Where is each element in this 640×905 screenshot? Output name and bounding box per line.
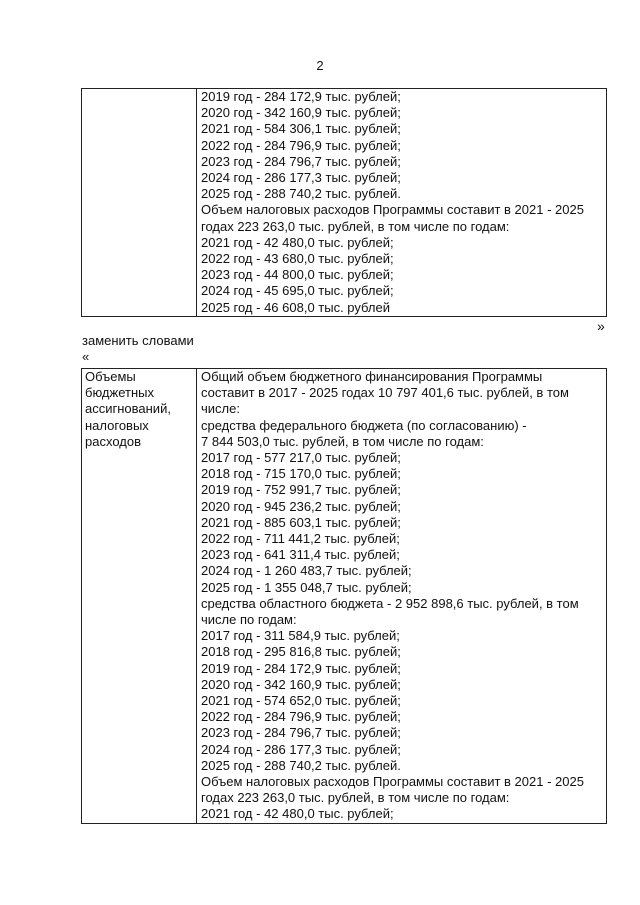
content-cell bbox=[197, 89, 607, 317]
text-line: 2020 год - 342 160,9 тыс. рублей; bbox=[201, 676, 401, 692]
content-cell bbox=[197, 369, 607, 824]
text-line: числе: bbox=[201, 401, 240, 417]
text-line: 2019 год - 284 172,9 тыс. рублей; bbox=[201, 660, 401, 676]
text-line: 2019 год - 752 991,7 тыс. рублей; bbox=[201, 482, 401, 498]
text-line: 2022 год - 43 680,0 тыс. рублей; bbox=[201, 251, 394, 267]
text-line: 2022 год - 711 441,2 тыс. рублей; bbox=[201, 531, 400, 547]
text-line: 2021 год - 584 306,1 тыс. рублей; bbox=[201, 121, 401, 137]
text-line: 2025 год - 1 355 048,7 тыс. рублей; bbox=[201, 579, 412, 595]
text-line: 2024 год - 45 695,0 тыс. рублей; bbox=[201, 283, 394, 299]
text-line: 2023 год - 44 800,0 тыс. рублей; bbox=[201, 267, 394, 283]
text-line: 2018 год - 715 170,0 тыс. рублей; bbox=[201, 466, 401, 482]
text-line: 7 844 503,0 тыс. рублей, в том числе по годам: bbox=[201, 433, 484, 449]
text-line: Общий объем бюджетного финансирования Программы bbox=[201, 369, 543, 384]
funding-table-old bbox=[81, 88, 607, 317]
opening-quote: « bbox=[82, 349, 90, 364]
text-line: 2017 год - 311 584,9 тыс. рублей; bbox=[201, 628, 400, 644]
text-line: 2020 год - 945 236,2 тыс. рублей; bbox=[201, 498, 401, 514]
text-line: числе по годам: bbox=[201, 612, 297, 628]
text-line: 2024 год - 286 177,3 тыс. рублей; bbox=[201, 170, 401, 186]
label-line: налоговых bbox=[85, 417, 149, 433]
text-line: годах 223 263,0 тыс. рублей, в том числе по годам: bbox=[201, 790, 510, 806]
text-line: Объем налоговых расходов Программы составит в 2021 - 2025 bbox=[201, 202, 584, 218]
text-line: годах 223 263,0 тыс. рублей, в том числе по годам: bbox=[201, 218, 510, 234]
text-line: 2021 год - 42 480,0 тыс. рублей; bbox=[201, 806, 394, 822]
text-line: 2025 год - 288 740,2 тыс. рублей. bbox=[201, 186, 401, 202]
funding-table-new bbox=[81, 368, 607, 824]
text-line: 2022 год - 284 796,9 тыс. рублей; bbox=[201, 709, 401, 725]
closing-quote: » bbox=[597, 318, 605, 334]
text-line: 2022 год - 284 796,9 тыс. рублей; bbox=[201, 137, 401, 153]
table-row bbox=[82, 89, 607, 317]
text-line: 2023 год - 284 796,7 тыс. рублей; bbox=[201, 153, 401, 169]
page-number: 2 bbox=[316, 58, 324, 73]
replace-instruction: заменить словами bbox=[82, 333, 194, 348]
text-line: 2023 год - 641 311,4 тыс. рублей; bbox=[201, 547, 400, 563]
text-line: 2021 год - 574 652,0 тыс. рублей; bbox=[201, 693, 401, 709]
text-line: 2023 год - 284 796,7 тыс. рублей; bbox=[201, 725, 401, 741]
text-line: составит в 2017 - 2025 годах 10 797 401,6 тыс. рублей, в том bbox=[201, 385, 569, 401]
table-row bbox=[82, 369, 607, 824]
text-line: 2024 год - 286 177,3 тыс. рублей; bbox=[201, 741, 401, 757]
text-line: 2018 год - 295 816,8 тыс. рублей; bbox=[201, 644, 401, 660]
label-line: бюджетных bbox=[85, 385, 154, 401]
label-line: ассигнований, bbox=[85, 401, 171, 417]
text-line: средства федерального бюджета (по согласованию) - bbox=[201, 417, 527, 433]
text-line: 2017 год - 577 217,0 тыс. рублей; bbox=[201, 450, 401, 466]
text-line: 2019 год - 284 172,9 тыс. рублей; bbox=[201, 89, 401, 104]
text-line: Объем налоговых расходов Программы составит в 2021 - 2025 bbox=[201, 774, 584, 790]
label-line: расходов bbox=[85, 433, 141, 449]
text-line: 2021 год - 885 603,1 тыс. рублей; bbox=[201, 514, 401, 530]
text-line: 2024 год - 1 260 483,7 тыс. рублей; bbox=[201, 563, 412, 579]
text-line: средства областного бюджета - 2 952 898,6 тыс. рублей, в том bbox=[201, 595, 579, 611]
label-line: Объемы bbox=[85, 369, 136, 384]
label-cell bbox=[82, 369, 197, 824]
text-line: 2021 год - 42 480,0 тыс. рублей; bbox=[201, 234, 394, 250]
text-line: 2020 год - 342 160,9 тыс. рублей; bbox=[201, 105, 401, 121]
label-cell bbox=[82, 89, 197, 317]
text-line: 2025 год - 46 608,0 тыс. рублей bbox=[201, 299, 390, 315]
text-line: 2025 год - 288 740,2 тыс. рублей. bbox=[201, 757, 401, 773]
